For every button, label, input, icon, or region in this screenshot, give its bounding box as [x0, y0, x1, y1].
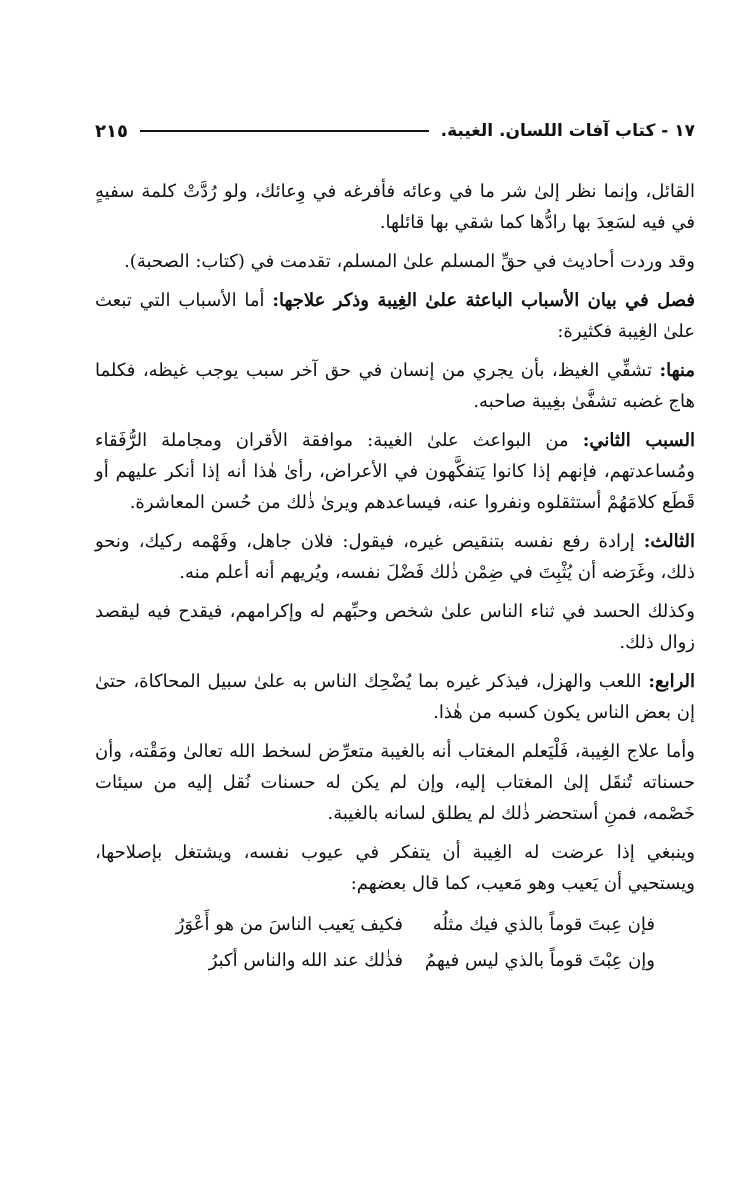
paragraph — [95, 246, 695, 277]
paragraph — [95, 526, 695, 588]
paragraph-text: القائل، وإنما نظر إلىٰ شر ما في وعائه فأفرغه في وِعائك، ولو رُدَّتْ كلمة سفيهٍ في فيه لسَعِدَ بها رادُّها كما شقي بها قائلها. — [95, 181, 695, 233]
page-body — [95, 176, 695, 979]
paragraph-text: وكذلك الحسد في ثناء الناس علىٰ شخص وحبِّهم له وإكرامهم، فيقدح فيه ليقصد زوال ذلك. — [95, 601, 695, 653]
paragraph-lead: منها: — [659, 360, 695, 381]
verse-first-hemistich: فإن عِبتَ قوماً بالذي فيك مثلُه — [432, 914, 655, 935]
poem — [95, 907, 695, 979]
header-rule — [140, 130, 429, 132]
paragraph-lead: الرابع: — [648, 671, 695, 692]
verse-second-hemistich: فذٰلك عند الله والناس أكبرُ — [208, 950, 403, 971]
paragraph — [95, 355, 695, 417]
paragraph-text: إرادة رفع نفسه بتنقيص غيره، فيقول: فلان جاهل، وفَهْمه ركيك، ونحو ذلك، وغَرَضه أن يُثْبِتَ في ضِمْن ذٰلك فَضْلَ نفسه، ويُريهم أنه أعلم منه. — [95, 531, 695, 583]
section-heading: فصل في بيان الأسباب الباعثة علىٰ الغِيبة وذكر علاجها: — [272, 290, 695, 311]
paragraph-text: اللعب والهزل، فيذكر غيره بما يُضْحِك الناس به علىٰ سبيل المحاكاة، حتىٰ إن بعض الناس يكون كسبه من هٰذا. — [95, 671, 695, 723]
poem-verse — [95, 943, 695, 979]
paragraph-text: وأما علاج الغِيبة، فَلْيَعلم المغتاب أنه بالغيبة متعرِّض لسخط الله تعالىٰ ومَقْته، وأن حسناته تُنقَل إلىٰ المغتاب إليه، وإن لم يكن له حسنات نُقل إليه من سيئات خَصْمه، فمنِ أستحضر ذٰلك لم يطلق لسانه بالغيبة. — [95, 741, 695, 824]
paragraph — [95, 425, 695, 518]
poem-verse — [95, 907, 695, 943]
book-page — [95, 118, 695, 979]
paragraph-text: وينبغي إذا عرضت له الغِيبة أن يتفكر في عيوب نفسه، ويشتغل بإصلاحها، ويستحيي أن يَعيب وهو مَعيب، كما قال بعضهم: — [95, 842, 695, 894]
verse-second-hemistich: فكيف يَعيب الناسَ من هو أَعْوَرُ — [175, 914, 403, 935]
paragraph-text: أما الأسباب التي تبعث علىٰ الغِيبة فكثيرة: — [95, 290, 695, 342]
paragraph — [95, 666, 695, 728]
paragraph-text: من البواعث علىٰ الغيبة: موافقة الأقران ومجاملة الرُّفَقاء ومُساعدتهم، فإنهم إذا كانوا يَتفكَّهون في الأعراض، رأىٰ هٰذا أنه إذا أنكر عليهم أو قَطَع كلامَهُمْ أستثقلوه ونفروا عنه، فيساعدهم ويرىٰ ذٰلك من حُسن المعاشرة. — [95, 430, 695, 513]
verse-first-hemistich: وإن عِبْتَ قوماً بالذي ليس فيهمُ — [424, 950, 655, 971]
paragraph-text: تشفِّي الغيظ، بأن يجري من إنسان في حق آخر سبب يوجب غيظه، فكلما هاج غضبه تشفَّىٰ بغِيبة صاحبه. — [95, 360, 695, 412]
paragraph-lead: الثالث: — [643, 531, 695, 552]
section-heading-paragraph — [95, 285, 695, 347]
page-number: ٢١٥ — [95, 120, 128, 142]
paragraph-lead: السبب الثاني: — [582, 430, 695, 451]
header-title: ١٧ - كتاب آفات اللسان. الغيبة. — [440, 121, 695, 141]
paragraph — [95, 596, 695, 658]
paragraph — [95, 176, 695, 238]
paragraph — [95, 837, 695, 899]
paragraph-text: وقد وردت أحاديث في حقِّ المسلم علىٰ المسلم، تقدمت في (كتاب: الصحبة). — [124, 251, 695, 272]
running-header — [95, 118, 695, 144]
paragraph — [95, 736, 695, 829]
